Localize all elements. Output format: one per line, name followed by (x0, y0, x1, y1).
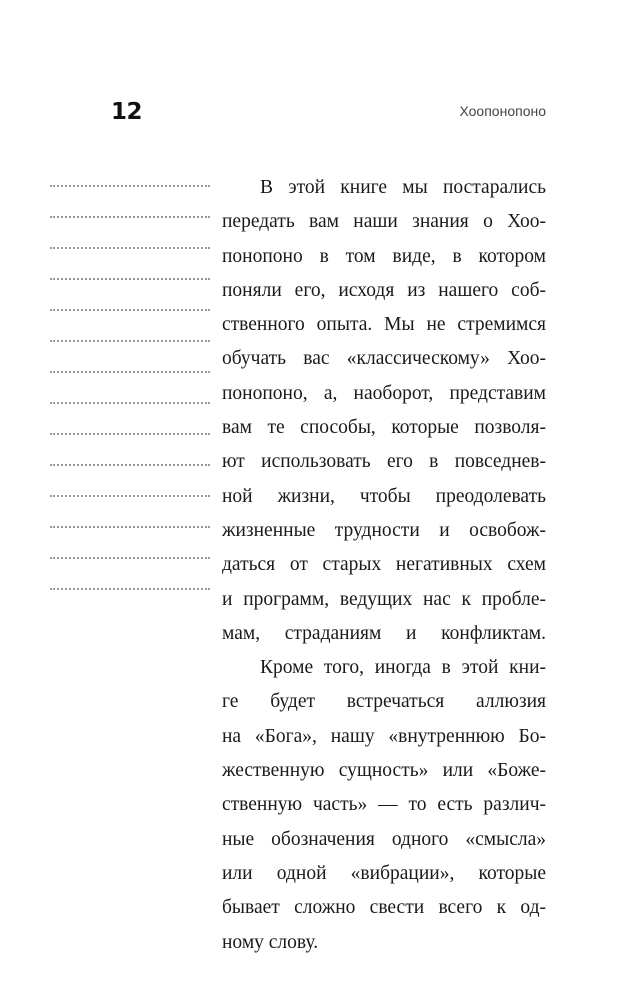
dotted-note-line (50, 371, 210, 373)
text-line: ные обозначения одного «смысла» (222, 828, 546, 850)
dotted-note-line (50, 278, 210, 280)
dotted-note-line (50, 433, 210, 435)
dotted-note-line (50, 557, 210, 559)
text-line: понопоно, а, наоборот, представим (222, 382, 546, 404)
text-line: бывает сложно свести всего к од- (222, 897, 546, 919)
text-line: ют использовать его в повседнев- (222, 451, 546, 473)
dotted-note-line (50, 588, 210, 590)
note-lines (50, 185, 210, 619)
text-line: или одной «вибрации», которые (222, 862, 546, 884)
dotted-note-line (50, 464, 210, 466)
dotted-note-line (50, 402, 210, 404)
text-line: ственного опыта. Мы не стремимся (222, 314, 546, 336)
text-line: В этой книге мы постарались (260, 177, 546, 198)
dotted-note-line (50, 340, 210, 342)
text-line: ственную часть» — то есть различ- (222, 794, 546, 816)
text-line: жизненные трудности и освобож- (222, 519, 546, 541)
text-line: обучать вас «классическому» Хоо- (222, 348, 546, 370)
text-line: ной жизни, чтобы преодолевать (222, 485, 546, 507)
dotted-note-line (50, 216, 210, 218)
dotted-note-line (50, 309, 210, 311)
text-line: мам, страданиям и конфликтам. (222, 622, 546, 644)
text-line: и программ, ведущих нас к пробле- (222, 588, 546, 610)
text-line: ге будет встречаться аллюзия (222, 691, 546, 713)
text-line: на «Бога», нашу «внутреннюю Бо- (222, 725, 546, 747)
text-line: передать вам наши знания о Хоо- (222, 211, 546, 233)
text-line: поняли его, исходя из нашего соб- (222, 279, 546, 301)
text-line: ному слову. (222, 931, 319, 953)
dotted-note-line (50, 247, 210, 249)
running-title: Хоопонопоно (459, 103, 546, 119)
dotted-note-line (50, 495, 210, 497)
paragraph-1 (222, 171, 546, 651)
text-line: понопоно в том виде, в котором (222, 245, 546, 267)
text-line: даться от старых негативных схем (222, 554, 546, 576)
dotted-note-line (50, 526, 210, 528)
body-text (222, 171, 546, 960)
page-number: 12 (111, 99, 143, 125)
text-line: жественную сущность» или «Боже- (222, 760, 546, 782)
dotted-note-line (50, 185, 210, 187)
text-line: вам те способы, которые позволя- (222, 417, 546, 439)
paragraph-2 (222, 651, 546, 960)
text-line: Кроме того, иногда в этой кни- (260, 657, 546, 679)
